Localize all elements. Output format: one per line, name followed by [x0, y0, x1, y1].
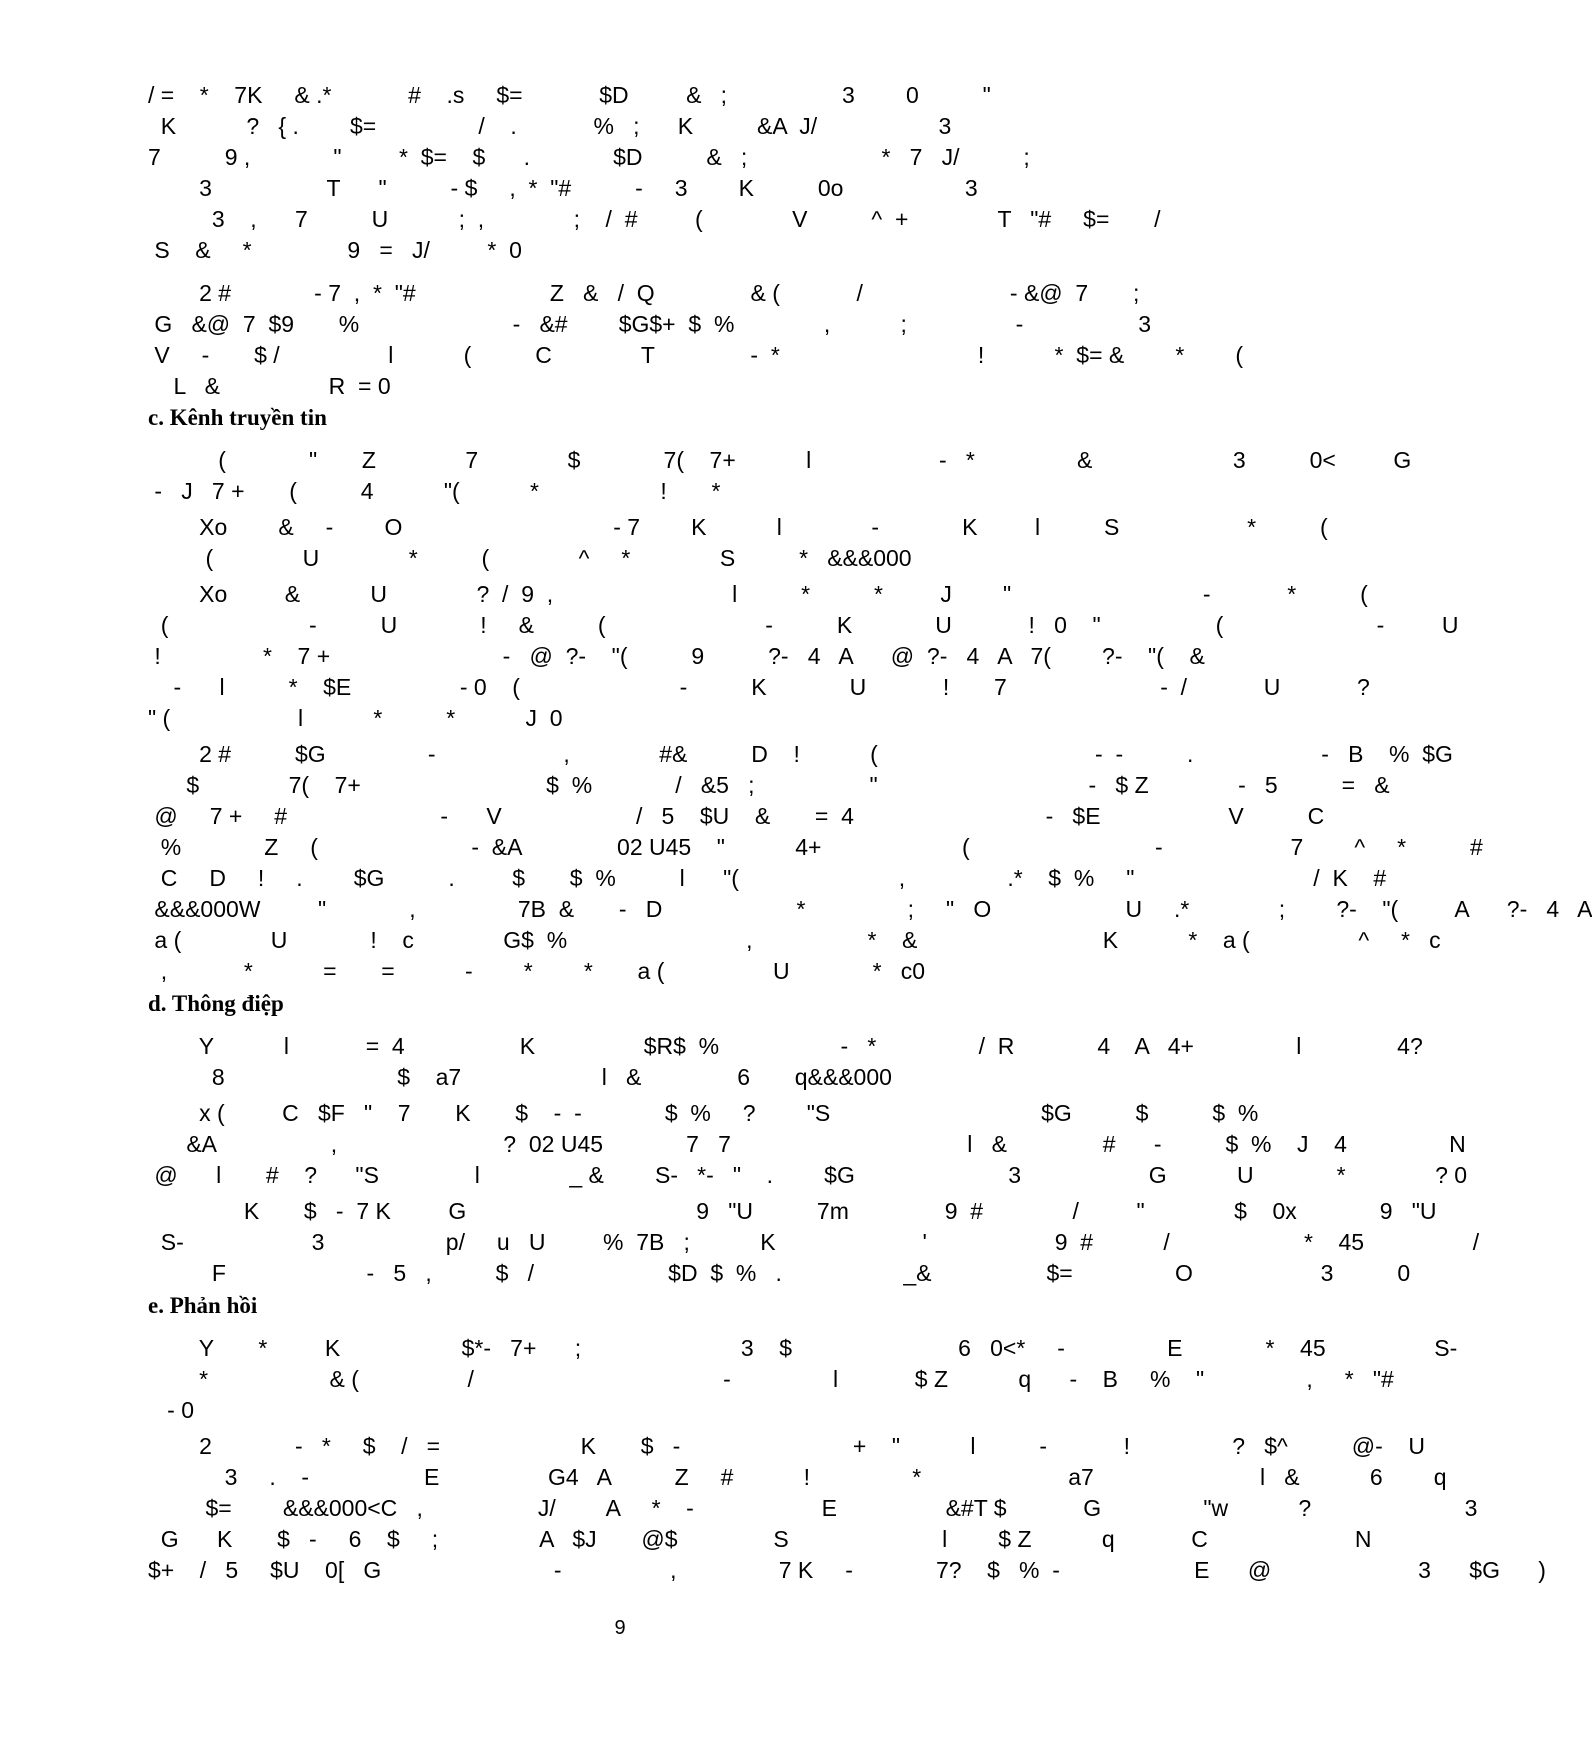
text-line: V - $ / l ( C T - * ! * $= & * ( [148, 342, 1244, 368]
text-line: G &@ 7 $9 % - &# $G$+ $ % , ; - 3 [148, 311, 1152, 337]
text-line: Y * K $*- 7+ ; 3 $ 6 0<* - E * 45 S- [148, 1335, 1458, 1361]
text-line: F - 5 , $ / $D $ % . _& $= O 3 0 [148, 1260, 1411, 1286]
text-line: - l * $E - 0 ( - K U ! 7 - / U ? [148, 674, 1370, 700]
text-line: &&&000W " , 7B & - D * ; " O U .* ; ?- "( A ?- 4 A [148, 896, 1592, 922]
text-line: K $ - 7 K G 9 "U 7m 9 # / " $ 0x 9 "U [148, 1198, 1437, 1224]
text-line: 3 , 7 U ; , ; / # ( V ^ + T "# $= / [148, 206, 1161, 232]
text-line: " ( l * * J 0 [148, 705, 563, 731]
section-heading: e. Phản hồi [148, 1293, 258, 1318]
text-line: 3 . - E G4 A Z # ! * a7 l & 6 q [148, 1464, 1447, 1490]
text-line: Y l = 4 K $R$ % - * / R 4 A 4+ l 4? [148, 1033, 1423, 1059]
text-line: ( - U ! & ( - K U ! 0 " ( - U [148, 612, 1459, 638]
text-line: - J 7 + ( 4 "( * ! * [148, 478, 721, 504]
text-line: % Z ( - &A 02 U45 " 4+ ( - 7 ^ * # [148, 834, 1483, 860]
text-line: Xo & - O - 7 K l - K l S * ( [148, 514, 1328, 540]
text-line: C D ! . $G . $ $ % l "( , .* $ % " / K # [148, 865, 1387, 891]
section-heading: c. Kênh truyền tin [148, 405, 327, 430]
text-line: L & R = 0 [148, 373, 391, 399]
text-line: 7 9 , " * $= $ . $D & ; * 7 J/ ; [148, 144, 1030, 170]
text-line: 8 $ a7 l & 6 q&&&000 [148, 1064, 892, 1090]
page-number: 9 [614, 1617, 626, 1639]
text-line: S- 3 p/ u U % 7B ; K ' 9 # / * 45 / [148, 1229, 1480, 1255]
text-line: ( " Z 7 $ 7( 7+ l - * & 3 0< G [148, 447, 1412, 473]
text-line: ! * 7 + - @ ?- "( 9 ?- 4 A @ ?- 4 A 7( ?- "( & [148, 643, 1205, 669]
text-line: 2 # $G - , #& D ! ( - - . - B % $G [148, 741, 1453, 767]
text-line: a ( U ! c G$ % , * & K * a ( ^ * c [148, 927, 1441, 953]
text-line: $= &&&000<C , J/ A * - E &#T $ G "w ? 3 [148, 1495, 1478, 1521]
text-line: $ 7( 7+ $ % / &5 ; " - $ Z - 5 = & [148, 772, 1390, 798]
text-line: S & * 9 = J/ * 0 [148, 237, 522, 263]
text-line: 2 - * $ / = K $ - + " l - ! ? $^ @- U [148, 1433, 1425, 1459]
text-line: Xo & U ? / 9 , l * * J " - * ( [148, 581, 1368, 607]
section-heading: d. Thông điệp [148, 991, 284, 1016]
text-line: G K $ - 6 $ ; A $J @$ S l $ Z q C N [148, 1526, 1372, 1552]
text-line: @ l # ? "S l _ & S- *- " . $G 3 G U * ? 0 [148, 1162, 1468, 1188]
text-line: , * = = - * * a ( U * c0 [148, 958, 926, 984]
text-line: * & ( / - l $ Z q - B % " , * "# [148, 1366, 1394, 1392]
text-line: @ 7 + # - V / 5 $U & = 4 - $E V C [148, 803, 1325, 829]
text-line: - 0 [148, 1397, 195, 1423]
text-line: / = * 7K & .* # .s $= $D & ; 3 0 " [148, 82, 991, 108]
text-line: K ? { . $= / . % ; K &A J/ 3 [148, 113, 952, 139]
text-line: x ( C $F " 7 K $ - - $ % ? "S $G $ $ % [148, 1100, 1259, 1126]
text-line: 3 T " - $ , * "# - 3 K 0o 3 [148, 175, 978, 201]
text-line: &A , ? 02 U45 7 7 l & # - $ % J 4 N [148, 1131, 1466, 1157]
text-line: 2 # - 7 , * "# Z & / Q & ( / - &@ 7 ; [148, 280, 1140, 306]
text-line: ( U * ( ^ * S * &&&000 [148, 545, 912, 571]
text-line: $+ / 5 $U 0[ G - , 7 K - 7? $ % - E @ 3 $G ) [148, 1557, 1546, 1583]
